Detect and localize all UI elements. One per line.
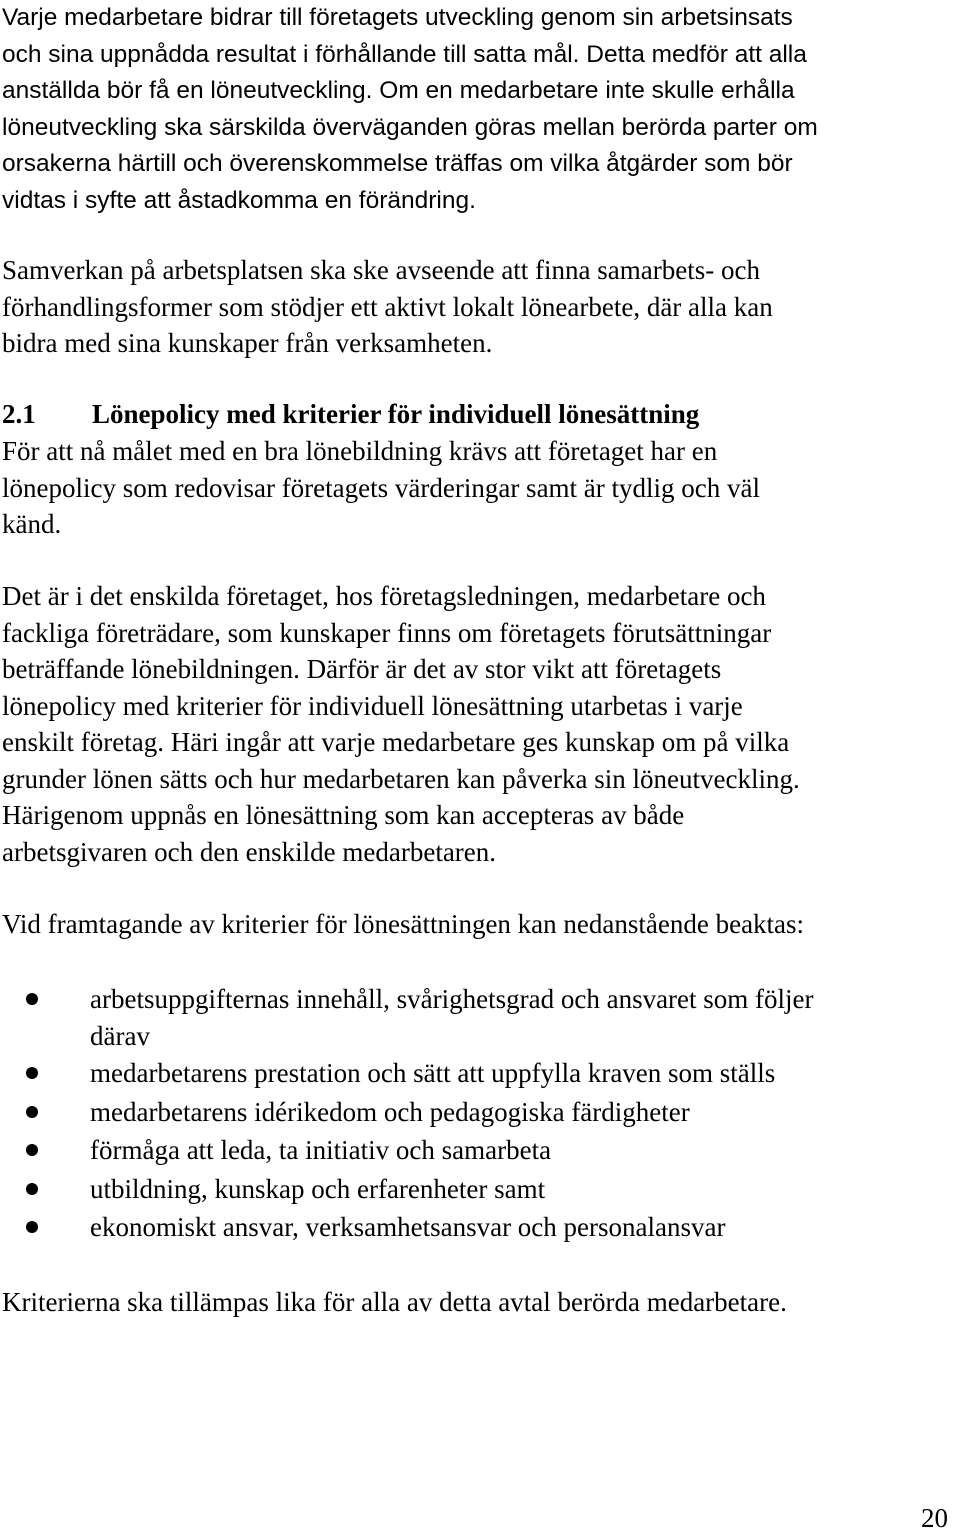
list-item — [0, 1094, 950, 1133]
bullet-icon — [26, 993, 38, 1005]
list-item-text: förmåga att leda, ta initiativ och samarbeta — [90, 1135, 552, 1165]
bullet-icon — [26, 1067, 38, 1079]
text-line: arbetsgivaren och den enskilde medarbetaren. — [2, 836, 497, 867]
text-line: Härigenom uppnås en lönesättning som kan accepteras av både — [2, 800, 685, 830]
bullet-icon — [26, 1183, 38, 1195]
list-item — [0, 1055, 950, 1094]
list-item-text: medarbetarens prestation och sätt att uppfylla kraven som ställs — [90, 1058, 776, 1088]
text-line: För att nå målet med en bra lönebildning krävs att företaget har en — [2, 436, 718, 466]
section-heading — [2, 396, 699, 432]
paragraph-closing — [2, 1284, 952, 1321]
criteria-list — [0, 981, 950, 1248]
text-line: förhandlingsformer som stödjer ett aktivt lokalt lönearbete, där alla kan — [2, 291, 773, 322]
bullet-icon — [26, 1144, 38, 1156]
text-line: Samverkan på arbetsplatsen ska ske avseende att finna samarbets- och — [2, 255, 760, 285]
text-line: Kriterierna ska tillämpas lika för alla av detta avtal berörda medarbetare. — [2, 1287, 787, 1317]
text-line: grunder lönen sätts och hur medarbetaren kan påverka sin löneutveckling. — [2, 763, 800, 794]
text-line: lönepolicy som redovisar företagets värderingar samt är tydlig och väl — [2, 472, 761, 503]
list-item-text: arbetsuppgifternas innehåll, svårighetsgrad och ansvaret som följer — [90, 984, 814, 1014]
text-line: Det är i det enskilda företaget, hos företagsledningen, medarbetare och — [2, 581, 766, 611]
text-line: anställda bör få en löneutveckling. Om en medarbetare inte skulle erhålla — [2, 77, 795, 104]
text-line: Vid framtagande av kriterier för lönesättningen kan nedanstående beaktas: — [2, 909, 805, 939]
bullet-icon — [26, 1221, 38, 1233]
paragraph-lonepolicy — [2, 433, 952, 543]
bullet-icon — [26, 1106, 38, 1118]
list-item-text: därav — [90, 1021, 150, 1051]
text-line: fackliga företrädare, som kunskaper finns om företagets förutsättningar — [2, 617, 772, 648]
section-number: 2.1 — [2, 399, 36, 429]
list-item — [0, 1209, 950, 1248]
text-line: vidtas i syfte att åstadkomma en förändring. — [2, 186, 476, 214]
list-item — [0, 981, 950, 1055]
text-line: och sina uppnådda resultat i förhållande till satta mål. Detta medför att alla — [2, 40, 807, 68]
text-line: löneutveckling ska särskilda överväganden göras mellan berörda parter om — [2, 113, 818, 141]
paragraph-foretaget — [2, 578, 952, 870]
list-item — [0, 1132, 950, 1171]
text-line: lönepolicy med kriterier för individuell lönesättning utarbetas i varje — [2, 690, 743, 721]
text-line: orsakerna härtill och överenskommelse träffas om vilka åtgärder som bör — [2, 150, 793, 177]
list-item-text: ekonomiskt ansvar, verksamhetsansvar och personalansvar — [90, 1212, 726, 1242]
text-line: enskilt företag. Häri ingår att varje medarbetare ges kunskap om på vilka — [2, 727, 790, 757]
text-line: känd. — [2, 509, 62, 539]
paragraph-intro — [2, 0, 952, 219]
paragraph-kriterier-intro — [2, 906, 952, 943]
section-title: Lönepolicy med kriterier för individuell lönesättning — [92, 399, 700, 429]
list-item — [0, 1171, 950, 1210]
list-item-text: medarbetarens idérikedom och pedagogiska färdigheter — [90, 1096, 690, 1127]
list-item-text: utbildning, kunskap och erfarenheter samt — [90, 1173, 546, 1204]
text-line: beträffande lönebildningen. Därför är det av stor vikt att företagets — [2, 654, 722, 684]
paragraph-samverkan — [2, 252, 952, 362]
text-line: Varje medarbetare bidrar till företagets utveckling genom sin arbetsinsats — [2, 4, 793, 31]
text-line: bidra med sina kunskaper från verksamheten. — [2, 328, 493, 358]
page-number: 20 — [921, 1503, 948, 1533]
